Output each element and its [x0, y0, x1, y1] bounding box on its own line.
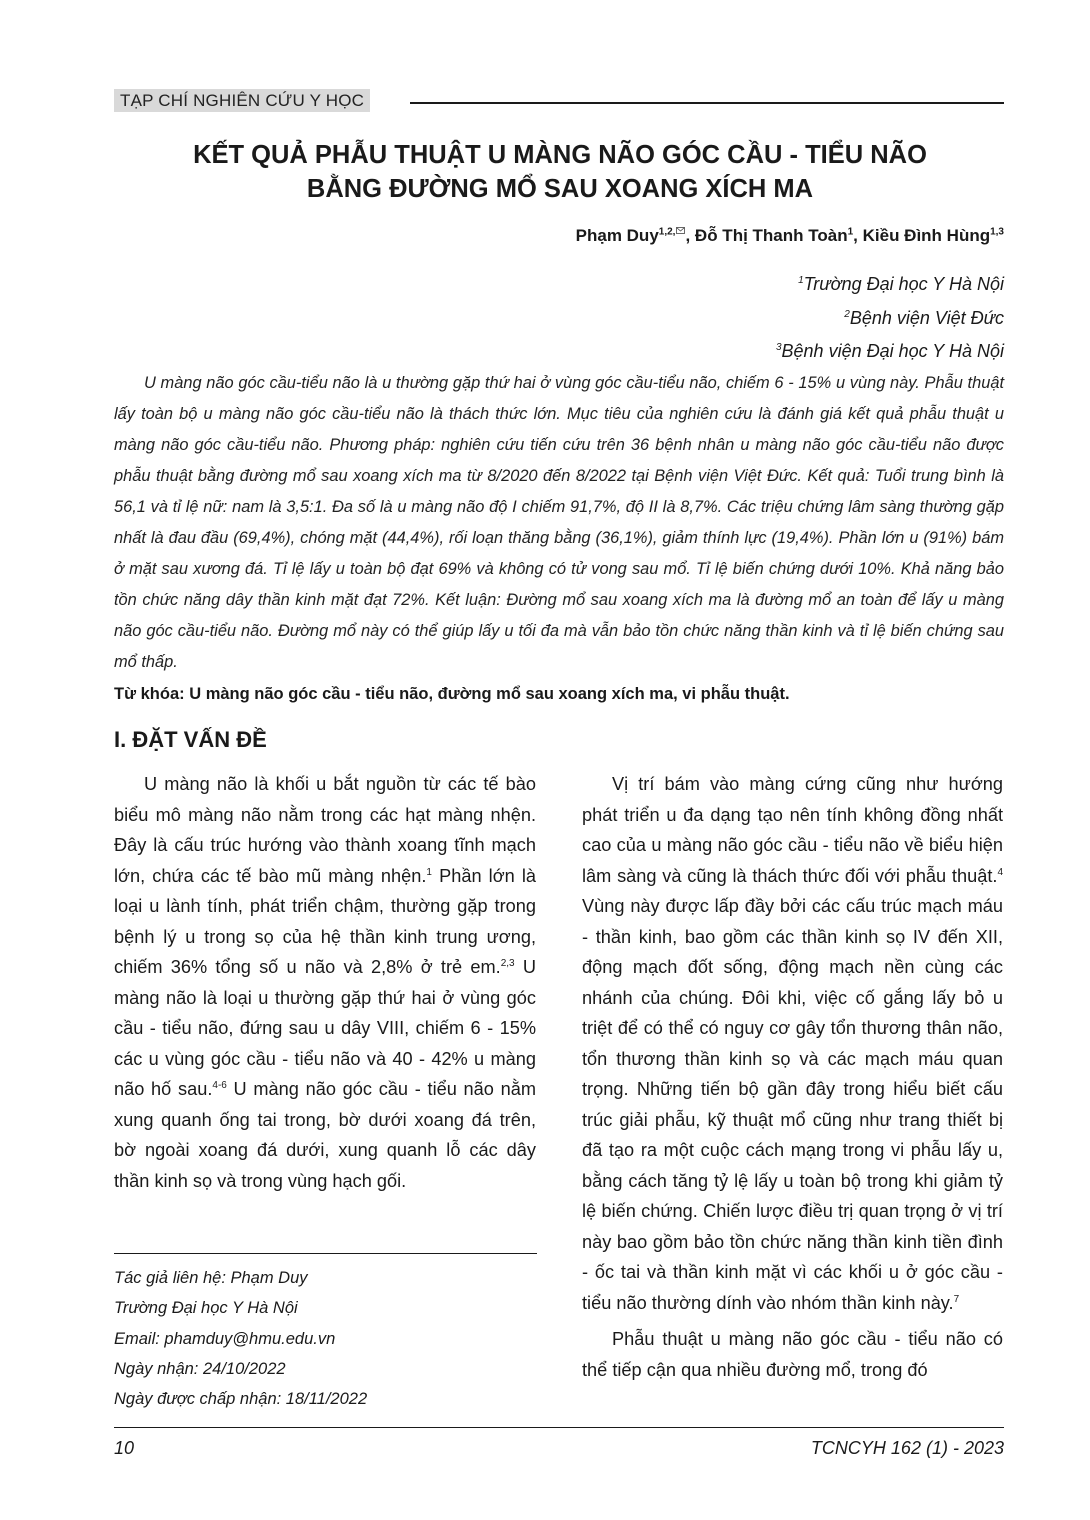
- author-name: Đỗ Thị Thanh Toàn: [694, 226, 848, 245]
- citation-ref: 7: [953, 1293, 960, 1305]
- body-paragraph: U màng não là khối u bắt nguồn từ các tế bào biểu mô màng não nằm trong các hạt màng nhện. Đây là cấu trúc hướng vào thành xoang tĩnh mạch lớn, chứa các tế bào mũ màng nhện.$^1$ Phần lớn là loại u lành tính, phát triển chậm, thường gặp trong bệnh lý u trong sọ của hệ thần kinh trung ương, chiếm 36% tổng số u não và 2,8% ở trẻ em.$^{2,3}$ U màng não là loại u thường gặp thứ hai ở vùng góc cầu - tiểu não, đứng sau u dây VIII, chiếm 6 - 15% các u vùng góc cầu - tiểu não và 40 - 42% u màng não hố sau.$^{4-6}$ U màng não góc cầu - tiểu não nằm xung quanh ống tai trong, bờ dưới xoang đá trên, bờ ngoài xoang đá dưới, xung quanh lỗ các dây thần kinh sọ và trong vùng hạch gối.: [114, 774, 537, 1191]
- header-rule: [410, 102, 1004, 104]
- footnote-contact-author: Tác giả liên hệ: Phạm Duy: [114, 1269, 308, 1287]
- author-affiliation-sup: 1,2,: [658, 226, 676, 238]
- citation-ref: 2,3: [500, 957, 515, 969]
- footnote-email: Email: phamduy@hmu.edu.vn: [114, 1329, 336, 1348]
- abstract: U màng não góc cầu-tiểu não là u thường gặp thứ hai ở vùng góc cầu-tiểu não, chiếm 6 - 15% u vùng này. Phẫu thuật lấy toàn bộ u màng não góc cầu-tiểu não là thách thức lớn. Mục tiêu của nghiên cứu là đánh giá kết quả phẫu thuật u màng não góc cầu-tiểu não. Phương pháp: nghiên cứu tiến cứu trên 36 bệnh nhân u màng não góc cầu-tiểu não được phẫu thuật bằng đường mổ sau xoang xích ma từ 8/2020 đến 8/2022 tại Bệnh viện Việt Đức. Kết quả: Tuổi trung bình là 56,1 và tỉ lệ nữ: nam là 3,5:1. Đa số là u màng não độ I chiếm 91,7%, độ II là 8,7%. Các triệu chứng lâm sàng thường gặp nhất là đau đầu (69,4%), chóng mặt (44,4%), rối loạn thăng bằng (36,1%), giảm thính lực (19,4%). Phần lớn u (91%) bám ở mặt sau xương đá. Tỉ lệ lấy u toàn bộ đạt 69% và không có tử vong sau mổ. Tỉ lệ biến chứng dưới 10%. Khả năng bảo tồn chức năng dây thần kinh mặt đạt 72%. Kết luận: Đường mổ sau xoang xích ma là đường mổ an toàn để lấy u màng não góc cầu-tiểu não. Đường mổ này có thể giúp lấy u tối đa mà vẫn bảo tồn chức năng thần kinh và tỉ lệ biến chứng sau mổ thấp.: [114, 374, 1004, 671]
- right-column: [582, 769, 1003, 1385]
- citation-ref: 4-6: [212, 1079, 227, 1091]
- author-affiliation-sup: 1,3: [990, 226, 1004, 238]
- affiliation-item: $^1$Trường Đại học Y Hà Nội: [798, 274, 1004, 294]
- author-separator: ,: [685, 226, 695, 245]
- footnote-institution: Trường Đại học Y Hà Nội: [114, 1299, 298, 1318]
- footnote: [114, 1263, 367, 1414]
- journal-reference: TCNCYH 162 (1) - 2023: [810, 1438, 1004, 1458]
- author-affiliation-sup: 1: [847, 226, 854, 238]
- article-title: [100, 138, 1020, 206]
- citation-ref: 1: [426, 866, 432, 878]
- footer-rule: [114, 1427, 1004, 1428]
- left-column: [114, 769, 536, 1196]
- footnote-rule: [114, 1253, 537, 1254]
- journal-header: [114, 89, 1004, 113]
- author-list: [576, 226, 1004, 246]
- footnote-received-date: Ngày nhận: 24/10/2022: [114, 1359, 286, 1378]
- page-number: 10: [114, 1438, 135, 1458]
- affiliation-item: $^2$Bệnh viện Việt Đức: [844, 307, 1004, 328]
- journal-label: TẠP CHÍ NGHIÊN CỨU Y HỌC: [114, 89, 370, 112]
- author-name: Kiều Đình Hùng: [862, 226, 991, 245]
- author-separator: ,: [853, 226, 863, 245]
- affiliation-item: $^3$Bệnh viện Đại học Y Hà Nội: [775, 341, 1004, 361]
- author-name: Phạm Duy: [575, 226, 659, 245]
- title-line-1: KẾT QUẢ PHẪU THUẬT U MÀNG NÃO GÓC CẦU - TIỂU NÃO: [193, 141, 927, 169]
- title-line-2: BẰNG ĐƯỜNG MỔ SAU XOANG XÍCH MA: [306, 175, 814, 203]
- citation-ref: 4: [997, 866, 1003, 878]
- body-paragraph: Vị trí bám vào màng cứng cũng như hướng phát triển u đa dạng tạo nên tính không đồng nhất cao của u màng não góc cầu - tiểu não về biểu hiện lâm sàng và cũng là thách thức đối với phẫu thuật.$^4$ Vùng này được lấp đầy bởi các cấu trúc mạch máu - thần kinh, bao gồm các thần kinh sọ IV đến XII, động mạch đốt sống, động mạch nền cùng các nhánh của chúng. Đôi khi, việc cố gắng lấy bỏ u triệt để có thể có nguy cơ gây tổn thương thân não, tổn thương thần kinh sọ và các mạch máu quan trọng. Những tiến bộ gần đây trong hiểu biết cấu trúc giải phẫu, kỹ thuật mổ cũng như trang thiết bị đã tạo ra một cuộc cách mạng trong vi phẫu lấy u, bằng cách tăng tỷ lệ lấy u toàn bộ trong khi giảm tỷ lệ biến chứng. Chiến lược điều trị quan trọng ở vị trí này bao gồm bảo tồn chức năng thần kinh tiền đình - ốc tai và thần kinh mặt vì các khối u ở góc cầu - tiểu não thường dính vào nhóm thần kinh này.$^7$: [582, 774, 1003, 1313]
- affiliation-list: [776, 266, 1004, 367]
- body-paragraph: Phẫu thuật u màng não góc cầu - tiểu não có thể tiếp cận qua nhiều đường mổ, trong đó: [582, 1329, 1003, 1380]
- keywords: Từ khóa: U màng não góc cầu - tiểu não, đường mổ sau xoang xích ma, vi phẫu thuật.: [114, 685, 790, 703]
- section-heading: I. ĐẶT VẤN ĐỀ: [114, 727, 267, 752]
- footnote-accepted-date: Ngày được chấp nhận: 18/11/2022: [114, 1390, 368, 1409]
